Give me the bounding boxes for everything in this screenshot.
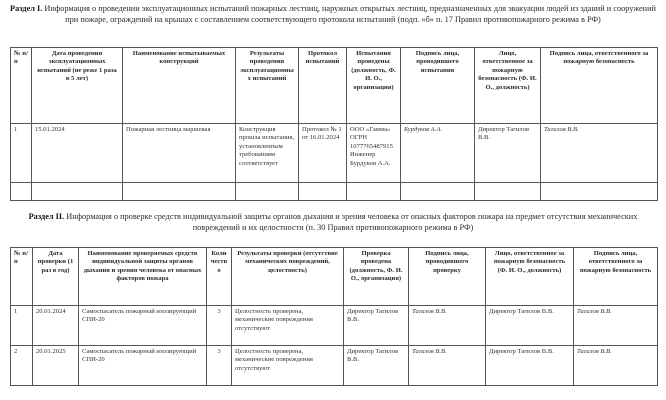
section-1-table <box>10 47 658 201</box>
section-1-label: Раздел I. <box>10 4 43 13</box>
column-header: Наименование испытываемых конструкций <box>123 48 236 124</box>
section-2-text: Информация о проверке средств индивидуальной защиты органов дыхания и зрения человека от опасных факторов пожара на предмет отсутствия механических повреждений и их целостности (п. 30 Правил противопожарного режима в РФ) <box>64 212 638 232</box>
check-date: 20.01.2025 <box>33 346 79 386</box>
check-result: Целостность проверена, механические повреждения отсутствуют <box>232 346 344 386</box>
row-number: 2 <box>11 346 33 386</box>
table-row <box>11 124 658 183</box>
column-header: № п/п <box>11 248 33 306</box>
section-2-heading <box>8 212 658 233</box>
responsible-person: Директор Тагилов В.В. <box>475 124 541 183</box>
table-row <box>11 346 658 386</box>
checked-by: Директор Тагилов В.В. <box>344 346 409 386</box>
tester-signature <box>401 183 475 201</box>
tested-by: ООО «Гамма» ОГРН 1077765487915 Инженер Бурдуков А.А. <box>347 124 401 183</box>
table-row <box>11 183 658 201</box>
responsible-signature: Тагилов В.В. <box>574 346 658 386</box>
responsible-signature: Тагилов В.В. <box>541 124 658 183</box>
checked-by: Директор Тагилов В.В. <box>344 306 409 346</box>
checker-signature: Тагилов В.В. <box>409 346 486 386</box>
column-header: Наименование проверяемых средств индивидуальной защиты органов дыхания и зрения человека от опасных факторов пожара <box>79 248 207 306</box>
row-number: 1 <box>11 306 33 346</box>
responsible-person: Директор Тагилов В.В. <box>486 306 574 346</box>
equipment-name: Самоспасатель пожарный изолирующий СПИ-20 <box>79 346 207 386</box>
column-header: Дата проведения эксплуатационных испытаний (не реже 1 раза в 5 лет) <box>32 48 123 124</box>
check-result: Целостность проверена, механические повреждения отсутствуют <box>232 306 344 346</box>
column-header: Проверка проведена (должность, Ф. И. О., организация) <box>344 248 409 306</box>
test-date <box>32 183 123 201</box>
column-header: Подпись лица, проводившего испытания <box>401 48 475 124</box>
test-result: Конструкция прошла испытания, установленным требованиям соответствует <box>236 124 299 183</box>
column-header: Результаты проверки (отсутствие механических повреждений, целостность) <box>232 248 344 306</box>
table-header-row <box>11 48 658 124</box>
equipment-name: Самоспасатель пожарный изолирующий СПИ-20 <box>79 306 207 346</box>
row-number: 1 <box>11 124 32 183</box>
column-header: Подпись лица, ответственного за пожарную безопасность <box>541 48 658 124</box>
structure-name <box>123 183 236 201</box>
table-row <box>11 306 658 346</box>
section-1-heading <box>8 4 658 25</box>
section-1-text: Информация о проведении эксплуатационных испытаний пожарных лестниц, наружных открытых лестниц, предназначенных для эвакуации людей из зданий и сооружений при пожаре, ограждений на крышах с составлением соответствующего протокола испытаний (подп. «б» п. 17 Правил противопожарного режима в РФ) <box>42 4 656 24</box>
structure-name: Пожарная лестница маршевая <box>123 124 236 183</box>
test-date: 15.01.2024 <box>32 124 123 183</box>
section-2-label: Раздел II. <box>28 212 65 221</box>
protocol <box>299 183 347 201</box>
column-header: Испытания проведены (должность, Ф. И. О., организация) <box>347 48 401 124</box>
column-header: Подпись лица, проводившего проверку <box>409 248 486 306</box>
column-header: Дата проверки (1 раз в год) <box>33 248 79 306</box>
tester-signature: Бурдуков А.А. <box>401 124 475 183</box>
table-header-row <box>11 248 658 306</box>
responsible-signature: Тагилов В.В. <box>574 306 658 346</box>
protocol: Протокол № 1 от 16.01.2024 <box>299 124 347 183</box>
tested-by <box>347 183 401 201</box>
column-header: Количество <box>207 248 232 306</box>
responsible-signature <box>541 183 658 201</box>
column-header: Лицо, ответственное за пожарную безопасность (Ф. И. О., должность) <box>475 48 541 124</box>
section-2-table <box>10 247 658 386</box>
column-header: Протокол испытаний <box>299 48 347 124</box>
column-header: Результаты проведения эксплуатационных испытаний <box>236 48 299 124</box>
column-header: № п/п <box>11 48 32 124</box>
test-result <box>236 183 299 201</box>
row-number <box>11 183 32 201</box>
responsible-person: Директор Тагилов В.В. <box>486 346 574 386</box>
column-header: Подпись лица, ответственного за пожарную безопасность <box>574 248 658 306</box>
check-date: 20.01.2024 <box>33 306 79 346</box>
column-header: Лицо, ответственное за пожарную безопасность (Ф. И. О., должность) <box>486 248 574 306</box>
checker-signature: Тагилов В.В. <box>409 306 486 346</box>
quantity: 3 <box>207 306 232 346</box>
responsible-person <box>475 183 541 201</box>
quantity: 3 <box>207 346 232 386</box>
